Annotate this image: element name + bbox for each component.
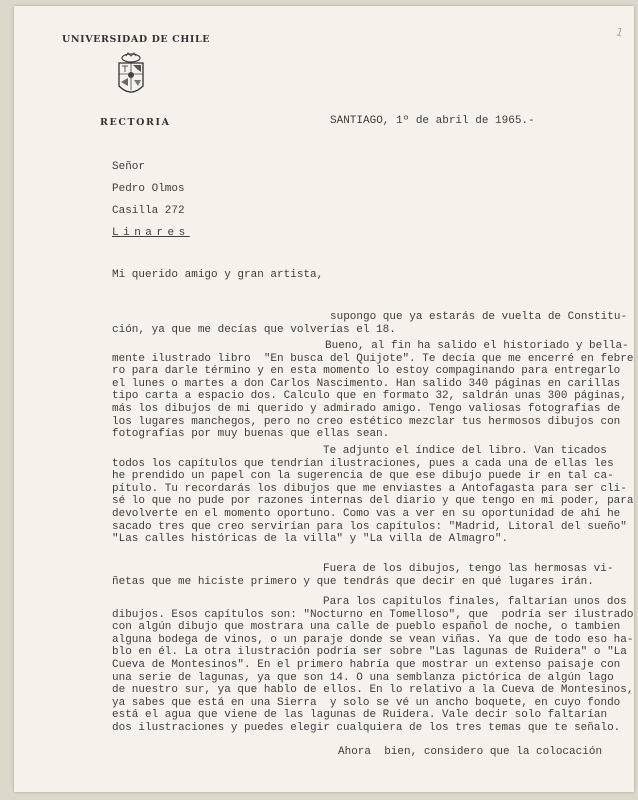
paragraph [112,340,634,441]
paragraph [112,445,634,546]
text-line: ción, ya que me decías que volverías el 18. [112,323,396,336]
text-line: los lugares manchegos, pero no creo estético mezclar tus hermosos dibujos con [112,415,621,428]
paragraph [112,563,613,588]
letterhead-institution: UNIVERSIDAD DE CHILE [62,34,211,45]
text-line: alguna bodega de vinos, o un paraje donde se vean viñas. Ya que de todo eso ha- [112,633,634,646]
text-line: fotografías por muy buenas que ellas sean. [112,428,390,441]
paragraph [112,746,602,759]
text-line: Bueno, al fin ha salido el historiado y bella- [325,340,629,352]
text-line: ñetas que me hiciste primero y que tendrás que decir en qué lugares irán. [112,575,594,588]
text-line: dos ilustraciones y puedes elegir cualquiera de los tres temas que te señalo. [112,721,621,734]
letter-greeting: Mi querido amigo y gran artista, [112,269,324,281]
university-crest-icon [116,52,146,98]
paragraph [112,596,634,735]
text-line: pítulo. Tu recordarás los dibujos que me enviastes a Antofagasta para ser cli- [112,482,627,495]
text-line: sé lo que no pude por razones internas del diario y que tengo en mi poder, para [112,495,634,508]
letter-date: SANTIAGO, 1º de abril de 1965.- [330,115,535,127]
text-line: Fuera de los dibujos, tengo las hermosas vi- [323,563,614,575]
text-line: Te adjunto el índice del libro. Van ticados [323,445,607,457]
text-line: tipo carta a espacio dos. Calculo que en formato 32, saldrán unas 300 páginas, [112,390,627,403]
text-line: ya sabes que está en una Sierra y solo se vé un ancho boquete, en cuyo fondo [112,696,621,709]
text-line: Para los capítulos finales, faltarían unos dos [323,596,627,608]
text-line: con algún dibujo que mostrara una calle de pueblo español de noche, o tambien [112,621,621,634]
text-line: mente ilustrado libro "En busca del Quijote". Te decía que me encerré en febre [112,352,634,365]
text-line: "Las calles históricas de la villa" y "La villa de Almagro". [112,533,509,546]
text-line: supongo que ya estarás de vuelta de Constitu- [330,311,628,323]
text-line: todos los capítulos que tendrían ilustraciones, pues a cada una de ellas les [112,457,614,470]
recipient-title: Señor [112,161,146,173]
text-line: sacado tres que creo servirían para los capítulos: "Madrid, Litoral del sueño" [112,520,627,533]
letterhead-office: RECTORIA [100,117,171,128]
text-line: ro para darle término y en esta momento lo estoy compaginando para entregarlo [112,365,621,378]
recipient-address: Casilla 272 [112,205,185,217]
recipient-city: Linares [112,227,190,239]
text-line: una serie de lagunas, ya que son 14. O una semblanza pictórica de algún lago [112,671,614,684]
text-line: está el agua que viene de las lagunas de Ruidera. Vale decir solo faltarían [112,709,608,722]
recipient-name: Pedro Olmos [112,183,185,195]
text-line: de nuestro sur, ya que hablo de ellos. En lo relativo a la Cueva de Montesinos, [112,684,634,697]
paragraph [112,311,627,336]
text-line: devolverte en el momento oportuno. Como vas a ver en su oportunidad de ahí he [112,507,621,520]
text-line: dibujos. Esos capítulos son: "Nocturno en Tomelloso", que podría ser ilustrado [112,608,634,621]
text-line: Ahora bien, considero que la colocación [338,746,603,758]
text-line: blo en él. La otra ilustración podría ser sobre "Las lagunas de Ruidera" o "La [112,646,627,659]
text-line: el lunes o martes a don Carlos Nascimento. Han salido 340 páginas en carillas [112,377,621,390]
text-line: he prendido un papel con la sugerencia de que ese dibujo puede ir en tal ca- [112,470,614,483]
page-number-mark: 1 [614,25,625,40]
text-line: más los dibujos de mi querido y admirado amigo. Tengo valiosas fotografías de [112,402,621,415]
text-line: Cueva de Montesinos". En el primero habría que mostrar un extenso paisaje con [112,658,621,671]
